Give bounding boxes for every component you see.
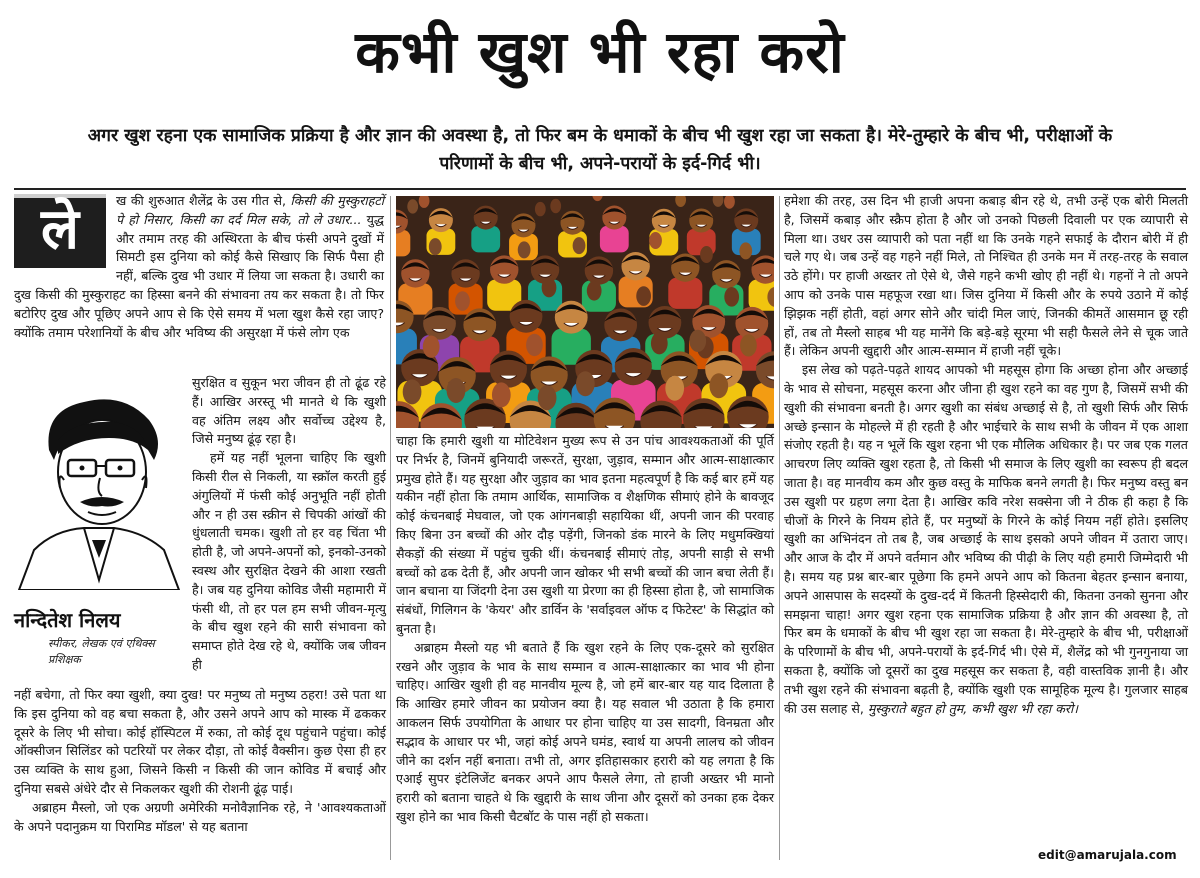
column-divider	[779, 196, 780, 860]
column-1-bottom	[14, 686, 386, 836]
children-crowd-photo-icon	[396, 196, 774, 428]
text-run: इस लेख को पढ़ते-पढ़ते शायद आपको भी महसूस होगा कि अच्छा होना और अच्छाई के भाव से सोचना, महसूस करना और जीना ही खुश रहने का वह गुण है, जिसमें सभी की खुशी की संभावना बनती है। अगर खुशी का संबंध अच्छाई से है, तो खुशी सिर्फ और सिर्फ अच्छे इन्सान के मोहल्ले में ही रहती है और भाईचारे के साथ सभी के जीवन में एक आशा संजोए रहती है। यह न भूलें कि खुश रहना भी एक मौलिक अधिकार है। पर जब एक गलत आचरण लिए व्यक्ति खुश रहता है, तो किसी भी समाज के लिए खुशी का स्वरूप ही बदल जाता है। वह मानवीय कम और कुछ वस्तु के माफिक बनने लगती है। फिर मनुष्य वस्तु बन उस खुशी पर ग्रहण लगा देता है। आखिर कवि नरेश सक्सेना जी ने ठीक ही कहा है कि चीजों के गिरने के नियम होते हैं, पर मनुष्यों के गिरने के कोई नियम नहीं होते। इसलिए खुशी का अभिनंदन तो तब है, जब अच्छाई के साथ इसको अपने जीवन में उतारा जाए। और आज के दौर में अपने वर्तमान और भविष्य की पीढ़ी के लिए यही हमारी जिम्मेदारी भी है। समय यह प्रश्न बार-बार पूछेगा कि हमने अपने आप को कितना बेहतर इन्सान बनाया, अपने आसपास के सदस्यों के दुख-दर्द में कितनी हिस्सेदारी की, कितना उनको सुनना और समझना चाहा! अगर खुश रहना एक सामाजिक प्रक्रिया है और ज्ञान की अवस्था है, तो फिर बम के धमाकों के बीच भी खुश रहा जा सकता है। मेरे-तुम्हारे के बीच भी, परीक्षाओं के परिणामों के बीच भी, अपने-परायों के इर्द-गिर्द भी। ऐसे में, शैलेंद्र को भी गुनगुनाया जा सकता है, क्योंकि जो दूसरों का दुख महसूस कर सकता है, वही वास्तविक ज्ञानी है। और तभी खुश रहने की संभावना बढ़ती है, क्योंकि खुशी एक सामूहिक मूल्य है। गुलजार साहब की उस सलाह से,	[784, 362, 1188, 716]
column-1-narrow	[192, 374, 386, 675]
author-name: नन्दितेश निलय	[14, 608, 121, 632]
paragraph-2-continued: नहीं बचेगा, तो फिर क्या खुशी, क्या दुख! पर मनुष्य तो मनुष्य ठहरा! उसे पता था कि इस दुनिया को वह बचा सकता है, और उसने अपने आप को मास्क में ढककर दूसरे के लिए भी सोचा। कोई हॉस्पिटल में रुका, तो कोई दूध पहुंचाने पहुंचा। कोई ऑक्सीजन सिलिंडर को पटरियों पर लेकर दौड़ा, तो कोई वैक्सीन। कुछ ऐसा ही हर उस व्यक्ति के साथ हुआ, जिसने किसी न किसी की जान कोविड में बचाई और दुनिया सबसे अंधेरे दौर से निकलकर खुशी की रोशनी ढूंढ़ पाई।	[14, 687, 386, 796]
drop-cap: ले	[14, 194, 106, 268]
column-2	[396, 432, 774, 827]
text-run: युद्ध और तमाम तरह की अस्थिरता के बीच फंसी अपने दुखों में सिमटी इस दुनिया को कोई कैसे सिखाए कि सिर्फ पैसा ही नहीं, बल्कि दुख भी उधार में लिया जा सकता है। उधारी का दुख किसी की मुस्कुराहट का हिस्सा बनने की संभावना तय कर सकता है। तो फिर बटोरिए दुख और पूछिए अपने आप से कि ऐसे समय में भला खुश कैसे रहा जाए? क्योंकि तमाम परेशानियों के बीच और भविष्य की असुरक्षा में फंसे लोग एक	[14, 211, 384, 340]
column-1-top	[14, 192, 384, 342]
column-divider	[390, 196, 391, 860]
column-3	[784, 192, 1188, 718]
paragraph-6: हमेशा की तरह, उस दिन भी हाजी अपना कबाड़ बीन रहे थे, तभी उन्हें एक बोरी मिलती है, जिसमें कबाड़ और स्क्रैप होता है और जो उनको पिछली दिवाली पर एक व्यापारी से मिला था। उधर उस व्यापारी को पता नहीं था कि उनके गहने सफाई के दौरान बोरी में ही चले गए थे। जब उन्हें वह गहने नहीं मिले, तो निश्चित ही उनके मन में तरह-तरह के सवाल उठे होंगे। पर हाजी अख्तर तो ऐसे थे, जैसे गहने कभी खोए ही नहीं थे। गहनों ने तो अपने आप को उनके पास महफूज रखा था। जिस दुनिया में किसी और के रुपये उठाने में कोई झिझक नहीं होती, वहां अगर सोने और चांदी मिल जाएं, जिनकी कीमतें आसमान छू रही हों, तब तो मैस्लो साहब भी यह मानेंगे कि बड़े-बड़े सूरमा भी सही फैसले लेने से चूक जाते हैं। लेकिन अपनी खुद्दारी और आत्म-सम्मान में हाजी नहीं चूके।	[784, 193, 1188, 359]
paragraph-7	[784, 361, 1188, 718]
email-link[interactable]: edit@amarujala.com	[1038, 848, 1177, 862]
paragraph-2: हमें यह नहीं भूलना चाहिए कि खुशी किसी रील से निकली, या स्क्रॉल करती हुई अंगुलियों में फंसी कोई अनुभूति नहीं होती और न ही उस स्क्रीन से चिपकी आंखों की धुंधलाती चमक। खुशी तो हर वह चिंता भी होती है, जो अपने-अपनों को, इनको-उनको स्वस्थ और सुरक्षित देखने की आशा रखती है। जब यह दुनिया कोविड जैसी महामारी में फंसी थी, तो हर पल हम सभी जीवन-मृत्यु के बीच खुश रहने की सारी संभावना को समाप्त होते देख रहे थे, क्योंकि जब जीवन ही	[192, 450, 386, 672]
paragraph-4: चाहा कि हमारी खुशी या मोटिवेशन मुख्य रूप से उन पांच आवश्यकताओं की पूर्ति पर निर्भर है, जिनमें बुनियादी जरूरतें, सुरक्षा, जुड़ाव, सम्मान और आत्म-साक्षात्कार प्रमुख होते हैं। यह सुरक्षा और जुड़ाव का भाव इतना महत्वपूर्ण है कि कई बार हमें यह यकीन नहीं होता कि तमाम आर्थिक, सामाजिक व शैक्षणिक सीमाएं होने के बावजूद कोई कंचनबाई मेघवाल, जो एक आंगनबाड़ी सहायिका थीं, अपनी जान की परवाह किए बिना उन बच्चों की ओर दौड़ पड़ेंगी, जिनको डंक मारने के लिए मधुमक्खियां सैकड़ों की संख्या में पहुंच चुकी थीं। कंचनबाई सीमाएं तोड़, अपनी साड़ी से सभी बच्चों को ढक देती हैं, और अपनी जान खोकर भी सभी बच्चों की जान बचा लेती हैं। जान बचाना या जिंदगी देना उस खुशी या प्रेरणा का ही हिस्सा होता है, जो सामाजिक संबंधों, गिलिगन के 'केयर' और डार्विन के 'सर्वाइवल ऑफ द फिटेस्ट' के सिद्धांत को बुनता है।	[396, 433, 774, 636]
author-role: स्पीकर, लेखक एवं एथिक्स प्रशिक्षक	[48, 637, 155, 666]
header-rule	[14, 188, 1186, 190]
paragraph-1-continued: सुरक्षित व सुकून भरा जीवन ही तो ढूंढ रहे हैं। आखिर अरस्तू भी मानते थे कि खुशी वह अंतिम लक्ष्य और सर्वोच्च उद्देश्य है, जिसे मनुष्य ढूंढ़ रहा है।	[192, 375, 386, 447]
headline: कभी खुश भी रहा करो	[355, 18, 845, 86]
paragraph-3: अब्राहम मैस्लो, जो एक अग्रणी अमेरिकी मनोवैज्ञानिक रहे, ने 'आवश्यकताओं के अपने पदानुक्रम या पिरामिड मॉडल' से यह बताना	[14, 799, 386, 834]
closing-quote: मुस्कुराते बहुत हो तुम, कभी खुश भी रहा करो।	[867, 700, 1079, 716]
standfirst: अगर खुश रहना एक सामाजिक प्रक्रिया है और ज्ञान की अवस्था है, तो फिर बम के धमाकों के बीच भी खुश रहा जा सकता है। मेरे-तुम्हारे के बीच भी, परीक्षाओं के परिणामों के बीच भी, अपने-परायों के इर्द-गिर्द भी।	[87, 126, 1113, 174]
text-run: ख की शुरुआत शैलेंद्र के उस गीत से,	[116, 193, 291, 208]
paragraph-5: अब्राहम मैस्लो यह भी बताते हैं कि खुश रहने के लिए एक-दूसरे को सुरक्षित रखने और जुड़ाव के भाव के साथ सम्मान व आत्म-साक्षात्कार का भाव भी होना चाहिए। आखिर खुशी ही वह मानवीय मूल्य है, जो हमें बार-बार यह याद दिलाता है कि आखिर हमारे जीवन का प्रयोजन क्या है। यह सवाल भी उठाता है कि हमारा आकलन सिर्फ उपयोगिता के आधार पर होना चाहिए या उस सादगी, विनम्रता और सद्भाव के आधार पर भी, जहां कोई अपने घमंड, स्वार्थ या अपनी लालच को जीवन जीने का दर्शन नहीं बनाता। तभी तो, अगर इतिहासकार हरारी को यह लगता है कि एआई सुपर इंटेलिजेंट बनकर अपने आप फैसले लेगा, तो हाजी अख्तर भी मानो हरारी को बताना चाहते थे कि खुद्दारी के साथ जीना और दूसरों को उनका हक देकर खुश होने का भाव किसी चैटबॉट के पास नहीं हो सकता।	[396, 639, 774, 824]
author-sketch-portrait-icon	[14, 380, 184, 590]
song-quote: किसी की मुस्कुराहटों पे हो निसार, किसी का दर्द मिल सके, तो ले उधार...	[116, 193, 384, 227]
